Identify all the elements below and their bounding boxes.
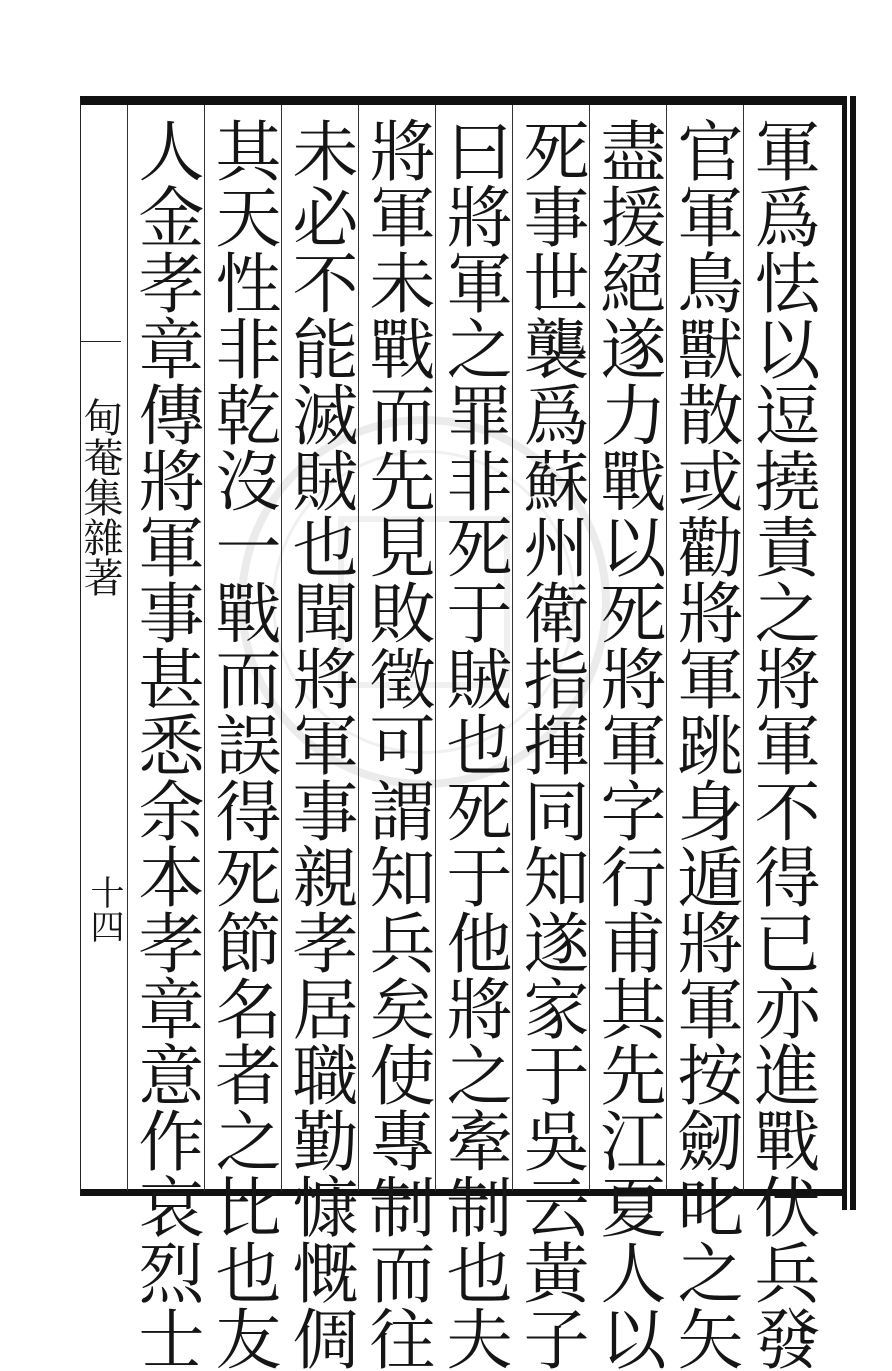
column-text: 未必不能滅賊也聞將軍事親孝居職勤慷慨倜	[281, 117, 358, 1371]
page-number: 十四	[84, 875, 124, 943]
column-text: 人金孝章傳將軍事甚悉余本孝章意作哀烈士	[127, 117, 204, 1371]
text-column-2	[666, 105, 743, 1371]
text-column-1	[743, 105, 820, 1371]
text-column-3	[589, 105, 666, 1371]
page-frame	[77, 96, 848, 1371]
column-text: 軍爲怯以逗撓責之將軍不得已亦進戰伏兵發	[743, 117, 820, 1371]
section-name: 雜著	[77, 517, 123, 597]
column-text: 其天性非乾沒一戰而誤得死節名者之比也友	[204, 117, 281, 1371]
column-text: 將軍未戰而先見敗徵可謂知兵矣使專制而往	[358, 117, 435, 1371]
text-column-8	[204, 105, 281, 1371]
column-text: 盡援絕遂力戰以死將軍字行甫其先江夏人以	[589, 117, 666, 1371]
column-text: 官軍鳥獸散或勸將軍跳身遁將軍按劒叱之矢	[666, 117, 743, 1371]
text-column-7	[281, 105, 358, 1371]
fold-title	[77, 397, 123, 597]
text-column-6	[358, 105, 435, 1371]
fold-margin	[77, 105, 124, 1191]
right-double-border	[842, 96, 856, 1210]
text-column-4	[512, 105, 589, 1371]
column-text: 死事世襲爲蘇州衛指揮同知遂家于吳云黃子	[512, 117, 589, 1371]
text-column-9	[127, 105, 204, 1371]
book-title: 甸菴集	[77, 397, 123, 517]
text-column-5	[435, 105, 512, 1371]
fold-top-line	[81, 341, 121, 342]
column-text: 曰將軍之罪非死于賊也死于他將之牽制也夫	[435, 117, 512, 1371]
